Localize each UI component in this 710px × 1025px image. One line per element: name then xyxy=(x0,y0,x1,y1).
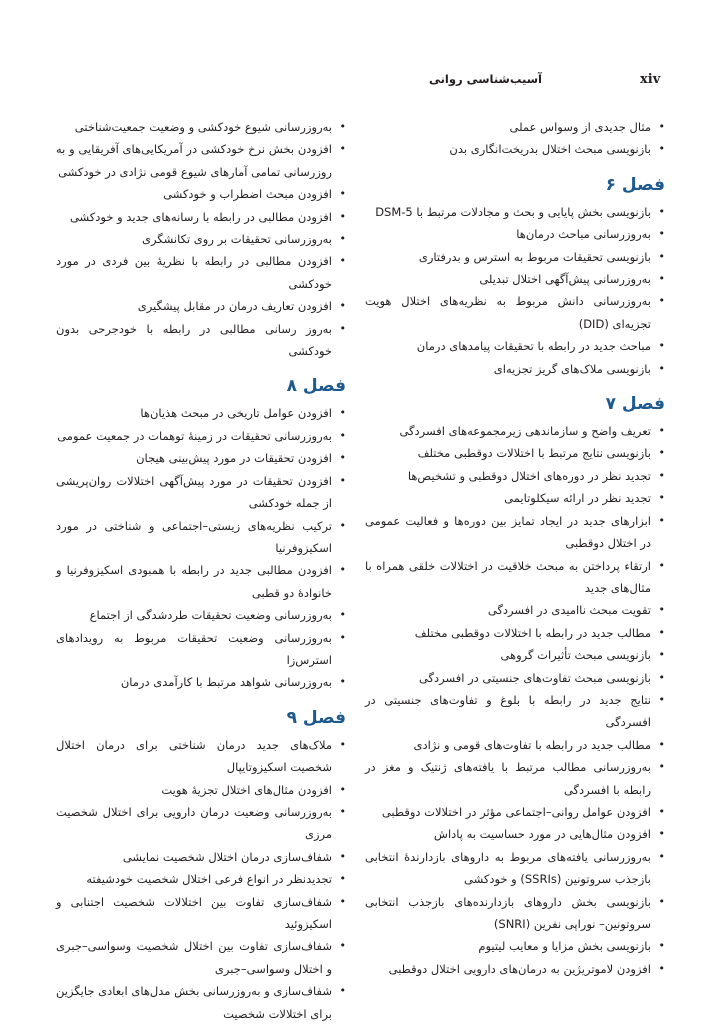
list-item: • به‌روزرسانی یافته‌های مربوط به داروهای بازدارندۀ انتخابی بازجذب سروتونین (SSRIs) و خودکشی xyxy=(365,846,665,891)
list-item: • به‌روزرسانی مطالب مرتبط با یافته‌های ژنتیک و مغز در رابطه با افسردگی xyxy=(365,756,665,801)
list-item: • ملاک‌های جدید درمان شناختی برای درمان اختلال شخصیت اسکیزوتایپال xyxy=(56,734,346,779)
list-item: • به‌روزرسانی شیوع خودکشی و وضعیت جمعیت‌شناختی xyxy=(56,116,346,138)
list-item: • بازنویسی مبحث تفاوت‌های جنسیتی در افسردگی xyxy=(365,667,665,689)
left-column xyxy=(56,116,346,1025)
list-item: • مباحث جدید در رابطه با تحقیقات پیامدهای درمان xyxy=(365,335,665,357)
list-item: • افزودن تعاریف درمان در مقابل پیشگیری xyxy=(56,295,346,317)
list-item: • به‌روزرسانی تحقیقات بر روی تکانشگری xyxy=(56,228,346,250)
chapter-6-heading: فصل ۶ xyxy=(605,174,665,195)
intro-list-right xyxy=(365,116,665,161)
chapter-8-list xyxy=(56,402,346,693)
list-item: • افزودن عوامل روانی–اجتماعی مؤثر در اختلالات دوقطبی xyxy=(365,801,665,823)
list-item: • افزودن مثال‌های اختلال تجزیۀ هویت xyxy=(56,779,346,801)
list-item: • نتایج جدید در رابطه با بلوغ و تفاوت‌های جنسیتی در افسردگی xyxy=(365,689,665,734)
list-item: • به‌روزرسانی وضعیت تحقیقات طردشدگی از اجتماع xyxy=(56,604,346,626)
list-item: • بازنویسی ملاک‌های گریز تجزیه‌ای xyxy=(365,358,665,380)
list-item: • بازنویسی بخش مزایا و معایب لیتیوم xyxy=(365,935,665,957)
list-item: • به‌روزرسانی پیش‌آگهی اختلال تبدیلی xyxy=(365,268,665,290)
chapter-6-list xyxy=(365,201,665,380)
list-item: • ابزارهای جدید در ایجاد تمایز بین دوره‌ها و فعالیت عمومی در اختلال دوقطبی xyxy=(365,510,665,555)
page-number: xiv xyxy=(640,72,661,87)
list-item: • بازنویسی نتایج مرتبط با اختلالات دوقطبی مختلف xyxy=(365,442,665,464)
list-item: • تجدید نظر در دوره‌های اختلال دوقطبی و تشخیص‌ها xyxy=(365,465,665,487)
list-item: • به‌روزرسانی شواهد مرتبط با کارآمدی درمان xyxy=(56,671,346,693)
list-item: • به‌روزرسانی وضعیت تحقیقات مربوط به رویدادهای استرس‌زا xyxy=(56,627,346,672)
list-item: • شفاف‌سازی و به‌روزرسانی بخش مدل‌های ابعادی جایگزین برای اختلالات شخصیت xyxy=(56,980,346,1025)
list-item: • افزودن مطالبی در رابطه با رسانه‌های جدید و خودکشی xyxy=(56,206,346,228)
list-item: • مطالب جدید در رابطه با اختلالات دوقطبی مختلف xyxy=(365,622,665,644)
list-item: • افزودن مبحث اضطراب و خودکشی xyxy=(56,183,346,205)
list-item: • تجدید نظر در ارائه سیکلوتایمی xyxy=(365,487,665,509)
list-item: • افزودن تحقیقات در مورد پیش‌آگهی اختلالات روان‌پریشی از جمله خودکشی xyxy=(56,470,346,515)
list-item: • شفاف‌سازی تفاوت بین اختلال شخصیت وسواسی–جبری و اختلال وسواسی–جبری xyxy=(56,935,346,980)
list-item: • افزودن مطالبی در رابطه با نظریۀ بین فردی در مورد خودکشی xyxy=(56,250,346,295)
chapter-7-list xyxy=(365,420,665,980)
page-header xyxy=(0,72,710,92)
list-item: • به‌روز رسانی مطالبی در رابطه با خودجرحی بدون خودکشی xyxy=(56,318,346,363)
list-item: • به‌روزرسانی تحقیقات در زمینۀ توهمات در جمعیت عمومی xyxy=(56,425,346,447)
list-item: • بازنویسی مبحث اختلال بدریخت‌انگاری بدن xyxy=(365,138,665,160)
right-column xyxy=(365,116,665,980)
chapter-7-heading: فصل ۷ xyxy=(605,394,665,415)
list-item: • تعریف واضح و سازماندهی زیرمجموعه‌های افسردگی xyxy=(365,420,665,442)
list-item: • افزودن عوامل تاریخی در مبحث هذیان‌ها xyxy=(56,402,346,424)
list-item: • ترکیب نظریه‌های زیستی–اجتماعی و شناختی در مورد اسکیزوفرنیا xyxy=(56,515,346,560)
list-item: • مطالب جدید در رابطه با تفاوت‌های قومی و نژادی xyxy=(365,734,665,756)
chapter-9-heading: فصل ۹ xyxy=(286,707,346,728)
list-item: • بازنویسی تحقیقات مربوط به استرس و بدرفتاری xyxy=(365,246,665,268)
list-item: • افزودن مطالبی جدید در رابطه با همبودی اسکیزوفرنیا و خانوادۀ دو قطبی xyxy=(56,559,346,604)
list-item: • ارتقاء پرداختن به مبحث خلاقیت در اختلالات خلقی همراه با مثال‌های جدید xyxy=(365,555,665,600)
list-item: • افزودن لاموتریژین به درمان‌های دارویی اختلال دوقطبی xyxy=(365,958,665,980)
list-item: • به‌روزرسانی دانش مربوط به نظریه‌های اختلال هویت تجزیه‌ای (DID) xyxy=(365,290,665,335)
list-item: • شفاف‌سازی تفاوت بین اختلالات شخصیت اجتنابی و اسکیزوئید xyxy=(56,891,346,936)
list-item: • بازنویسی بخش داروهای بازدارنده‌های بازجذب انتخابی سروتونین– نوراپی نفرین (SNRI) xyxy=(365,891,665,936)
list-item: • بازنویسی بخش پایایی و بحث و مجادلات مرتبط با DSM-5 xyxy=(365,201,665,223)
chapter-8-heading: فصل ۸ xyxy=(286,376,346,397)
list-item: • تقویت مبحث ناامیدی در افسردگی xyxy=(365,599,665,621)
list-item: • مثال جدیدی از وسواس عملی xyxy=(365,116,665,138)
chapter-9-list xyxy=(56,734,346,1025)
intro-list-left xyxy=(56,116,346,362)
list-item: • افزودن مثال‌هایی در مورد حساسیت به پاداش xyxy=(365,823,665,845)
list-item: • بازنویسی مبحث تأثیرات گروهی xyxy=(365,644,665,666)
list-item: • به‌روزرسانی مباحث درمان‌ها xyxy=(365,223,665,245)
list-item: • به‌روزرسانی وضعیت درمان دارویی برای اختلال شخصیت مرزی xyxy=(56,801,346,846)
list-item: • افزودن تحقیقات در مورد پیش‌بینی هیجان xyxy=(56,447,346,469)
list-item: • تجدیدنظر در انواع فرعی اختلال شخصیت خودشیفته xyxy=(56,868,346,890)
running-title: آسیب‌شناسی روانی xyxy=(428,72,542,86)
list-item: • افزودن بخش نرخ خودکشی در آمریکایی‌های آفریقایی و به روزرسانی تمامی آمارهای شیوع قومی نژادی در خودکشی xyxy=(56,138,346,183)
list-item: • شفاف‌سازی درمان اختلال شخصیت نمایشی xyxy=(56,846,346,868)
